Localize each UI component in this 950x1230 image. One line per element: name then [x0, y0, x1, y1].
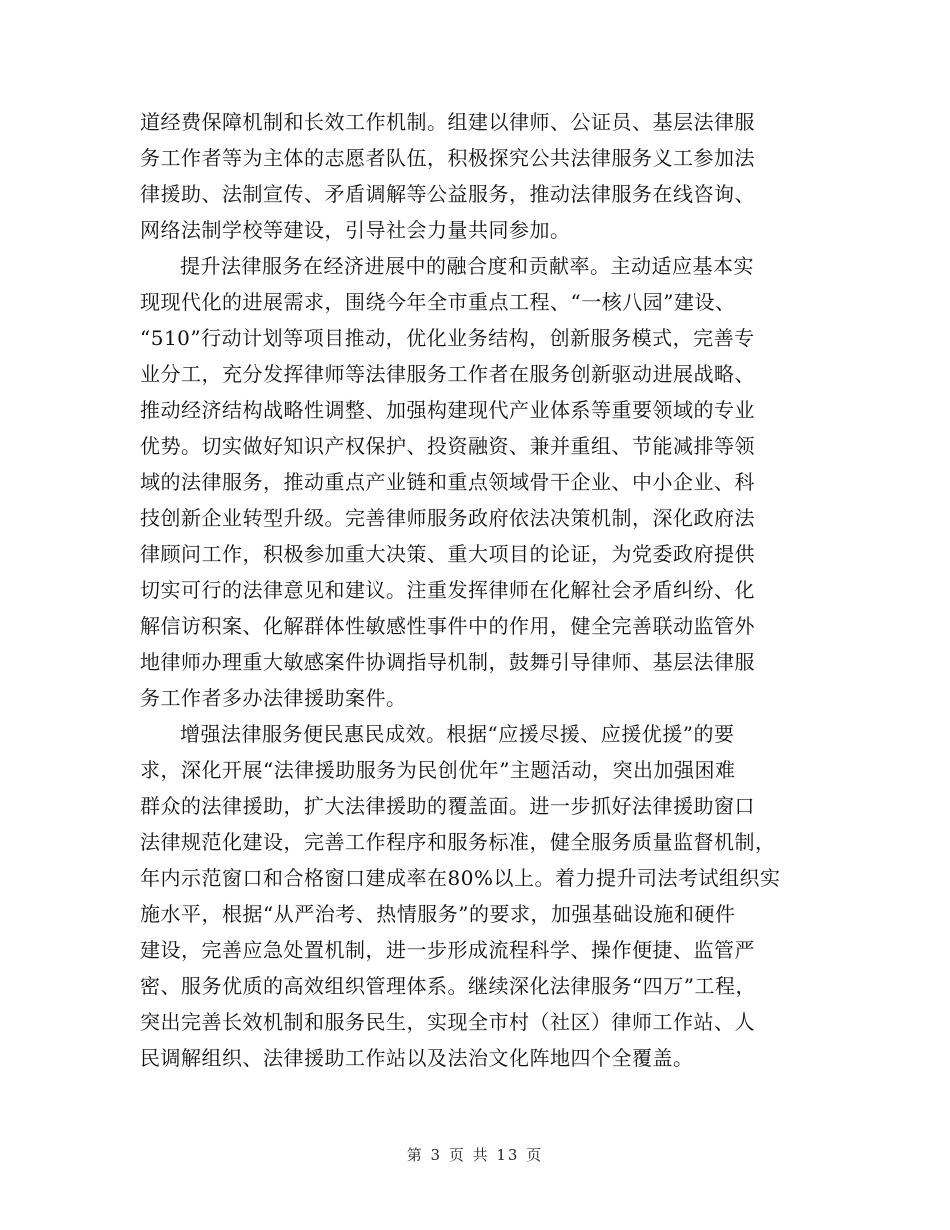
text-line: 密、服务优质的高效组织管理体系。继续深化法律服务“四万”工程， [140, 974, 756, 998]
text-line: 增强法律服务便民惠民成效。根据“应援尽援、应援优援”的要 [180, 722, 735, 746]
text-line: 网络法制学校等建设，引导社会力量共同参加。 [140, 218, 571, 242]
text-line: 切实可行的法律意见和建议。注重发挥律师在化解社会矛盾纠纷、化 [140, 578, 755, 602]
text-line: 务工作者多办法律援助案件。 [140, 686, 407, 710]
text-line: 解信访积案、化解群体性敏感性事件中的作用，健全完善联动监管外 [140, 614, 755, 638]
text-line: 群众的法律援助，扩大法律援助的覆盖面。进一步抓好法律援助窗口 [140, 794, 755, 818]
text-line: 民调解组织、法律援助工作站以及法治文化阵地四个全覆盖。 [140, 1046, 694, 1070]
paragraph-2 [140, 248, 820, 716]
text-line: 道经费保障机制和长效工作机制。组建以律师、公证员、基层法律服 [140, 110, 755, 134]
text-line: 律顾问工作，积极参加重大决策、重大项目的论证，为党委政府提供 [140, 542, 755, 566]
paragraph-3 [140, 716, 820, 1076]
text-line: 年内示范窗口和合格窗口建成率在80%以上。着力提升司法考试组织实 [140, 866, 781, 890]
text-line: 域的法律服务，推动重点产业链和重点领域骨干企业、中小企业、科 [140, 470, 755, 494]
text-line: 优势。切实做好知识产权保护、投资融资、兼并重组、节能减排等领 [140, 434, 755, 458]
text-line: 突出完善长效机制和服务民生，实现全市村（社区）律师工作站、人 [140, 1010, 755, 1034]
text-line: 施水平，根据“从严治考、热情服务”的要求，加强基础设施和硬件 [140, 902, 736, 926]
text-line: 地律师办理重大敏感案件协调指导机制，鼓舞引导律师、基层法律服 [140, 650, 755, 674]
text-line: 技创新企业转型升级。完善律师服务政府依法决策机制，深化政府法 [140, 506, 755, 530]
paragraph-1 [140, 104, 820, 248]
text-line: 推动经济结构战略性调整、加强构建现代产业体系等重要领域的专业 [140, 398, 755, 422]
text-line: 提升法律服务在经济进展中的融合度和贡献率。主动适应基本实 [180, 254, 754, 278]
text-line: 务工作者等为主体的志愿者队伍，积极探究公共法律服务义工参加法 [140, 146, 755, 170]
text-line: 业分工，充分发挥律师等法律服务工作者在服务创新驱动进展战略、 [140, 362, 755, 386]
page-number-footer: 第 3 页 共 13 页 [406, 1146, 544, 1164]
body-text [140, 104, 820, 1076]
text-line: 法律规范化建设，完善工作程序和服务标准，健全服务质量监督机制， [140, 830, 776, 854]
text-line: 现现代化的进展需求，围绕今年全市重点工程、“一核八园”建设、 [140, 290, 736, 314]
text-line: “510”行动计划等项目推动，优化业务结构，创新服务模式，完善专 [140, 326, 755, 350]
text-line: 建设，完善应急处置机制，进一步形成流程科学、操作便捷、监管严 [140, 938, 755, 962]
text-line: 律援助、法制宣传、矛盾调解等公益服务，推动法律服务在线咨询、 [140, 182, 755, 206]
text-line: 求，深化开展“法律援助服务为民创优年”主题活动，突出加强困难 [140, 758, 736, 782]
